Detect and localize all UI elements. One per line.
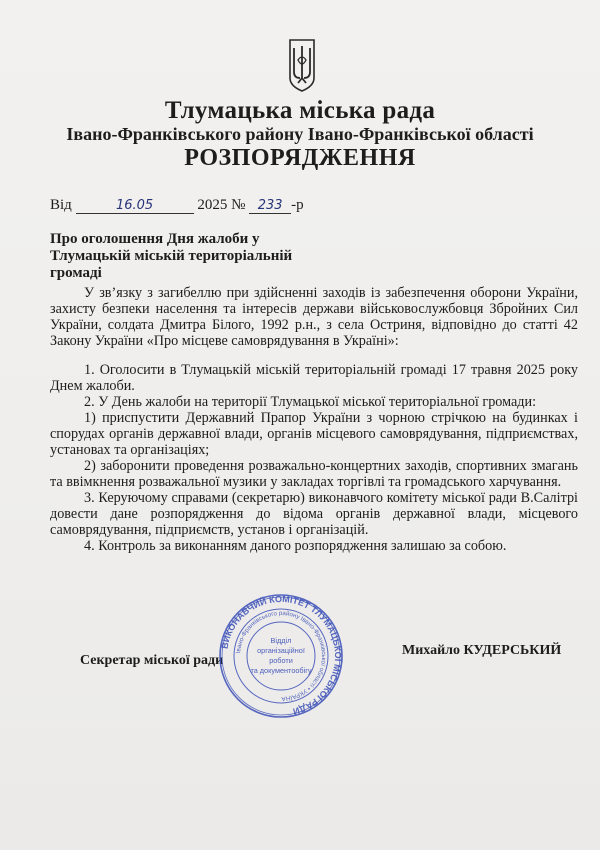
trident-emblem-icon — [287, 38, 317, 92]
handwritten-date: 16.05 — [76, 198, 194, 214]
item-2-1: 1) приспустити Державний Прапор України з чорною стрічкою на будинках і спорудах органів державної влади, органів місцевого самоврядування, підприємствах, установах та організаціях; — [50, 410, 578, 458]
item-2-2: 2) заборонити проведення розважально-концертних заходів, спортивних змагань та ввімкнення розважальної музики у закладах торгівлі та громадського харчування. — [50, 458, 578, 490]
seal-inner-text: Івано-Франківського району Івано-Франківської області • УКРАЇНА — [235, 609, 328, 703]
signatory-title: Секретар міської ради — [80, 653, 224, 668]
date-year: 2025 № — [197, 197, 246, 213]
council-name: Тлумацька міська рада — [164, 97, 436, 124]
seal-outer-text: ВИКОНАВЧИЙ КОМІТЕТ ТЛУМАЦЬКОЇ МІСЬКОЇ РАДИ — [219, 593, 344, 717]
handwritten-number: 233 — [249, 198, 291, 214]
date-prefix: Від — [50, 197, 72, 213]
document-body — [50, 285, 578, 554]
seal-center-line-2: організаційної — [257, 646, 305, 655]
item-3: 3. Керуючому справами (секретарю) виконавчого комітету міської ради В.Салітрі довести дане розпорядження до відома органів державної влади, місцевого самоврядування, підприємств, установ і організацій. — [50, 490, 578, 538]
document-type: РОЗПОРЯДЖЕННЯ — [184, 145, 416, 171]
item-4: 4. Контроль за виконанням даного розпорядження залишаю за собою. — [84, 538, 507, 554]
number-suffix: -р — [291, 197, 304, 213]
document-subject: Про оголошення Дня жалоби у Тлумацькій міській територіальній громаді — [50, 231, 293, 281]
official-seal — [218, 593, 344, 719]
seal-center-line-1: Відділ — [270, 636, 292, 645]
seal-center-line-3: роботи — [269, 656, 293, 665]
signatory-name: Михайло КУДЕРСЬКИЙ — [402, 643, 562, 658]
district-name: Івано-Франківського району Івано-Франківської області — [66, 124, 534, 144]
item-2: 2. У День жалоби на території Тлумацької міської територіальної громади: — [84, 394, 537, 410]
preamble-paragraph: У зв’язку з загибеллю при здійсненні заходів із забезпечення оборони України, захисту безпеки населення та інтересів держави військовослужбовця Збройних Сил України, солдата Дмитра Білого, 1992 р.н., з села Остриня, відповідно до статті 42 Закону України «Про місцеве самоврядування в Україні»: — [50, 285, 578, 349]
seal-center-line-4: та документообігу — [250, 666, 312, 675]
date-number-line — [50, 197, 304, 214]
item-1: 1. Оголосити в Тлумацькій міській територіальній громаді 17 травня 2025 року Днем жалоби. — [50, 362, 578, 394]
